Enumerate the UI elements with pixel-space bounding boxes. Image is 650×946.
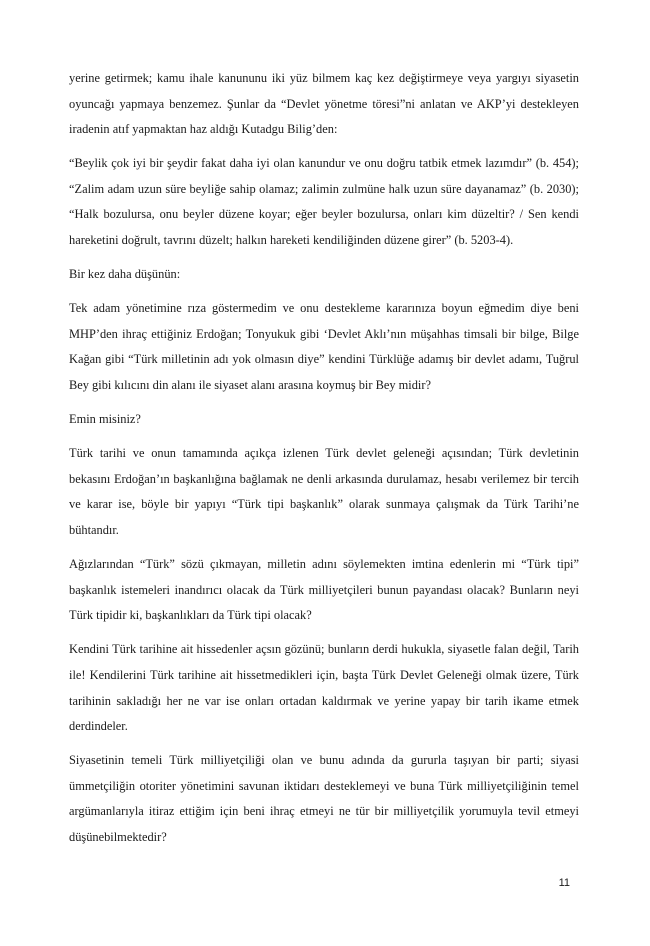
paragraph: Tek adam yönetimine rıza göstermedim ve onu destekleme kararınıza boyun eğmedim diye beni MHP’den ihraç ettiğiniz Erdoğan; Tonyukuk gibi ‘Devlet Aklı’nın müşahhas timsali bir bilge, Bilge Kağan gibi “Türk milletinin adı yok olmasın diye” kendini Türklüğe adamış bir devlet adamı, Tuğrul Bey gibi kılıcını din alanı ile siyaset alanı arasına koymuş bir Bey midir? bbox=[69, 301, 579, 393]
paragraph: yerine getirmek; kamu ihale kanununu iki yüz bilmem kaç kez değiştirmeye veya yargıyı siyasetin oyuncağı yapmaya benzemez. Şunlar da “Devlet yönetme töresi”ni anlatan ve AKP’yi destekleyen iradenin atıf yapmaktan haz aldığı Kutadgu Bilig’den: bbox=[69, 71, 579, 137]
page-number: 11 bbox=[558, 877, 570, 889]
paragraph: Ağızlarından “Türk” sözü çıkmayan, milletin adını söylemekten imtina edenlerin mi “Türk tipi” başkanlık istemeleri inandırıcı olacak da Türk milliyetçileri bunun payandası olacak? Bunların neyi Türk tipidir ki, başkanlıkları da Türk tipi olacak? bbox=[69, 557, 579, 623]
paragraph: Bir kez daha düşünün: bbox=[69, 267, 181, 282]
paragraph: “Beylik çok iyi bir şeydir fakat daha iyi olan kanundur ve onu doğru tatbik etmek lazımdır” (b. 454); “Zalim adam uzun süre beyliğe sahip olamaz; zalimin zulmüne halk uzun süre dayanamaz” (b. 2030); “Halk bozulursa, onu beyler düzene koyar; eğer beyler bozulursa, onları kim düzeltir? / Sen kendi hareketini doğrult, tavrını düzelt; halkın hareketi kendiliğinden düzene girer” (b. 5203-4). bbox=[69, 156, 579, 248]
paragraph: Türk tarihi ve onun tamamında açıkça izlenen Türk devlet geleneği açısından; Türk devletinin bekasını Erdoğan’ın başkanlığına bağlamak ne denli arkasında durulamaz, hesabı verilemez bir tercih ve karar ise, böyle bir yapıyı “Türk tipi başkanlık” olarak sunmaya çalışmak da Türk Tarihi’ne bühtandır. bbox=[69, 446, 579, 537]
page-body bbox=[69, 66, 579, 859]
paragraph: Siyasetinin temeli Türk milliyetçiliği olan ve bunu adında da gururla taşıyan bir parti; siyasi ümmetçiliğin otoriter yönetimini savunan iktidarı desteklemeyi ve buna Türk milliyetçiliğinin temel argümanlarıyla itiraz ettiğim için beni ihraç etmeyi ne tür bir milliyetçilik yorumuyla tevil etmeyi düşünebilmektedir? bbox=[69, 753, 579, 845]
paragraph: Kendini Türk tarihine ait hissedenler açsın gözünü; bunların derdi hukukla, siyasetle falan değil, Tarih ile! Kendilerini Türk tarihine ait hissetmedikleri için, başta Türk Devlet Geleneği olmak üzere, Türk tarihinin sakladığı her ne var ise onları ortadan kaldırmak ve yerine yapay bir tarih ikame etmek derdindeler. bbox=[69, 642, 579, 734]
paragraph: Emin misiniz? bbox=[69, 412, 141, 427]
